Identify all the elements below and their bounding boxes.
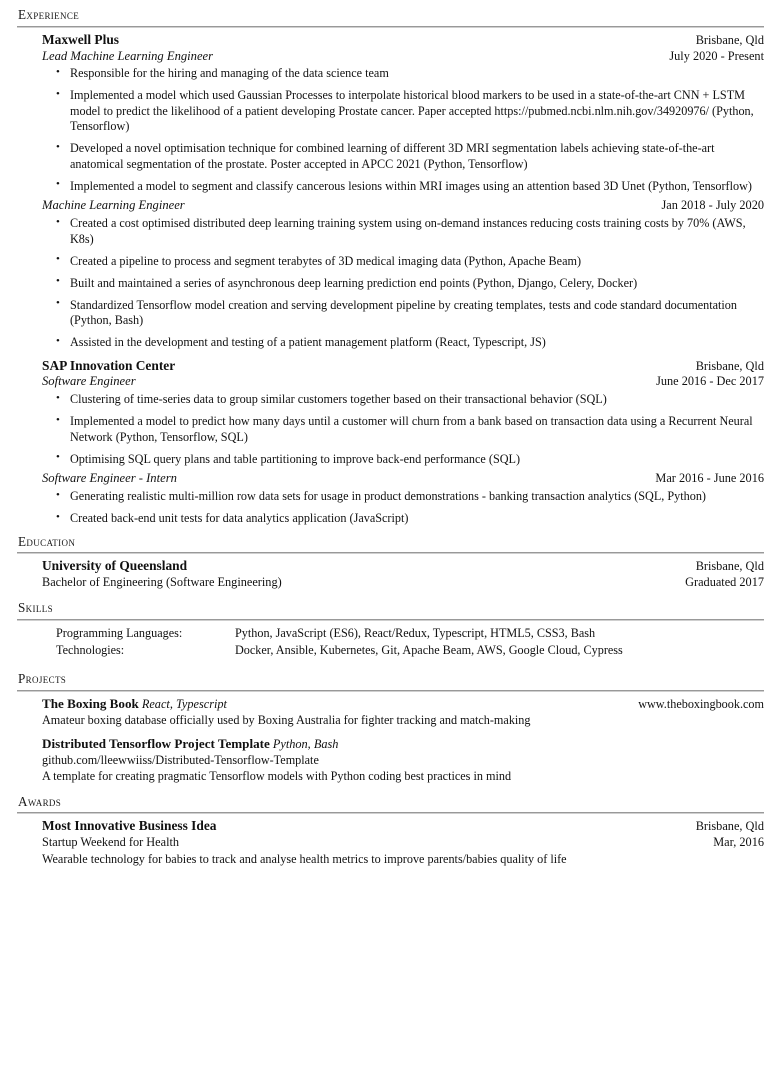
experience-entry [17, 358, 764, 527]
project-header-row [42, 696, 764, 712]
section-heading-education: Education [18, 533, 76, 549]
award-header-row [42, 818, 764, 835]
list-item: • Responsible for the hiring and managing of the data science team [42, 66, 764, 81]
role-dates: July 2020 - Present [669, 48, 764, 63]
section-divider [17, 552, 764, 554]
role-header-row [42, 374, 764, 390]
project-title: The Boxing Book [42, 695, 139, 711]
table-row [56, 642, 764, 659]
section-awards [17, 794, 764, 868]
list-item: • Created a pipeline to process and segment terabytes of 3D medical imaging data (Python, Apache Beam) [42, 254, 764, 269]
role-dates: Jan 2018 - July 2020 [661, 198, 764, 213]
section-heading-projects: Projects [18, 671, 67, 687]
role-title: Machine Learning Engineer [42, 198, 185, 213]
list-item: • Implemented a model to segment and classify cancerous lesions within MRI images using an attention based 3D Unet (Python, Tensorflow) [42, 179, 764, 194]
list-item: • Implemented a model which used Gaussian Processes to interpolate historical blood markers to be used in a state-of-the-art CNN + LSTM model to predict the likelihood of a patient developing Prostate cancer. Paper accepted https://pubmed.ncbi.nlm.nih.gov/34920976/ (Python, Tensorflow) [42, 88, 764, 134]
list-item: • Created back-end unit tests for data analytics application (JavaScript) [42, 511, 764, 526]
skill-value: Python, JavaScript (ES6), React/Redux, Typescript, HTML5, CSS3, Bash [235, 625, 596, 640]
list-item: • Optimising SQL query plans and table partitioning to improve back-end performance (SQL) [42, 452, 764, 467]
school-header-row [42, 558, 764, 575]
list-item: • Built and maintained a series of asynchronous deep learning prediction end points (Python, Django, Celery, Docker) [42, 276, 764, 291]
project-url[interactable]: github.com/lleewwiiss/Distributed-Tensorflow-Template [42, 753, 319, 768]
section-divider [17, 619, 764, 621]
company-location: Brisbane, Qld [695, 32, 764, 47]
section-heading-skills: Skills [18, 600, 53, 616]
education-entry [17, 558, 764, 591]
section-education [17, 534, 764, 592]
section-projects [17, 671, 764, 784]
role-dates: June 2016 - Dec 2017 [656, 374, 764, 389]
project-entry [17, 736, 764, 785]
project-entry [17, 696, 764, 729]
award-event-row [42, 835, 764, 851]
list-item: • Created a cost optimised distributed deep learning training system using on-demand instances reducing costs training costs by 70% (AWS, K8s) [42, 216, 764, 247]
skill-value: Docker, Ansible, Kubernetes, Git, Apache Beam, AWS, Google Cloud, Cypress [235, 642, 623, 657]
project-stack: Python, Bash [272, 736, 339, 751]
company-name: Maxwell Plus [42, 31, 119, 47]
list-item: • Implemented a model to predict how many days until a customer will churn from a bank based on transaction data using a Recurrent Neural Network (Python, Tensorflow, SQL) [42, 414, 764, 445]
award-location: Brisbane, Qld [695, 819, 764, 834]
section-divider [17, 26, 764, 28]
company-header-row [42, 358, 764, 375]
degree-row [42, 575, 764, 591]
skills-table [17, 625, 764, 660]
role-header-row [42, 49, 764, 65]
role-bullet-list [42, 66, 764, 194]
list-item: • Developed a novel optimisation technique for combined learning of different 3D MRI segmentation labels achieving state-of-the-art anatomical segmentation of the prostate. Poster accepted in APCC 2021 (Python, Tensorflow) [42, 141, 764, 172]
section-heading-experience: Experience [18, 7, 80, 22]
table-row [56, 625, 764, 642]
project-description: Amateur boxing database officially used by Boxing Australia for fighter tracking and match-making [42, 713, 531, 728]
section-divider [17, 690, 764, 692]
skill-category-label: Technologies: [56, 642, 125, 657]
role-title: Lead Machine Learning Engineer [42, 48, 214, 63]
role-title: Software Engineer - Intern [42, 471, 177, 486]
experience-entry [17, 32, 764, 351]
degree-name: Bachelor of Engineering (Software Engineering) [42, 575, 282, 590]
list-item: • Generating realistic multi-million row data sets for usage in product demonstrations - banking transaction analytics (SQL, Python) [42, 489, 764, 504]
company-header-row [42, 32, 764, 49]
school-location: Brisbane, Qld [695, 559, 764, 574]
list-item: • Clustering of time-series data to group similar customers together based on their transactional behavior (SQL) [42, 392, 764, 407]
section-skills [17, 600, 764, 659]
section-divider [17, 812, 764, 814]
role-bullet-list [42, 392, 764, 467]
role-header-row [42, 198, 764, 214]
award-event: Startup Weekend for Health [42, 835, 180, 850]
school-name: University of Queensland [42, 558, 188, 574]
role-dates: Mar 2016 - June 2016 [655, 471, 764, 486]
project-stack: React, Typescript [141, 696, 227, 711]
award-entry [17, 818, 764, 867]
section-heading-awards: Awards [18, 793, 62, 809]
role-bullet-list [42, 489, 764, 526]
project-description: A template for creating pragmatic Tensorflow models with Python coding best practices in mind [42, 769, 512, 784]
project-title: Distributed Tensorflow Project Template [42, 735, 270, 751]
graduation-status: Graduated 2017 [685, 575, 764, 590]
skill-category-label: Programming Languages: [56, 625, 183, 640]
list-item: • Standardized Tensorflow model creation and serving development pipeline by creating templates, tests and code standard documentation (Python, Bash) [42, 298, 764, 329]
award-description: Wearable technology for babies to track and analyse health metrics to improve parents/babies quality of life [42, 852, 567, 867]
project-header-row [42, 736, 764, 752]
company-location: Brisbane, Qld [695, 358, 764, 373]
award-date: Mar, 2016 [713, 835, 764, 850]
project-title-group [42, 696, 227, 712]
company-name: SAP Innovation Center [42, 357, 176, 373]
list-item: • Assisted in the development and testing of a patient management platform (React, Typescript, JS) [42, 335, 764, 350]
award-title: Most Innovative Business Idea [42, 818, 217, 834]
project-title-group [42, 736, 338, 752]
role-bullet-list [42, 216, 764, 350]
project-link[interactable]: www.theboxingbook.com [638, 696, 764, 711]
role-header-row [42, 471, 764, 487]
section-experience [17, 7, 764, 527]
role-title: Software Engineer [42, 374, 136, 389]
